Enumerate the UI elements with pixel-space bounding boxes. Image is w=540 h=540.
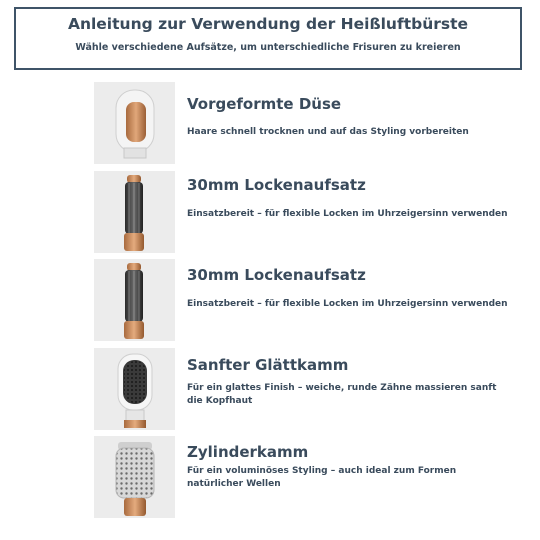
- item-description: Für ein voluminöses Styling – auch ideal zum Formen natürlicher Wellen: [187, 466, 457, 489]
- page-title: Anleitung zur Verwendung der Heißluftbürste: [67, 15, 469, 33]
- item-title: Sanfter Glättkamm: [187, 356, 349, 374]
- curler-attachment-icon: [94, 171, 175, 253]
- item-description: Einsatzbereit – für flexible Locken im Uhrzeigersinn verwenden: [187, 209, 508, 219]
- attachment-item-smoothing-brush: [94, 348, 514, 430]
- curler-attachment-icon: [94, 259, 175, 341]
- nozzle-attachment-icon: [94, 82, 175, 164]
- item-title: Zylinderkamm: [187, 443, 309, 461]
- attachment-item-nozzle: [94, 82, 514, 164]
- smoothing-brush-icon: [94, 348, 175, 430]
- page-subtitle: Wähle verschiedene Aufsätze, um unterschiedliche Frisuren zu kreieren: [75, 42, 461, 53]
- item-title: 30mm Lockenaufsatz: [187, 266, 366, 284]
- item-description: Einsatzbereit – für flexible Locken im Uhrzeigersinn verwenden: [187, 299, 508, 309]
- attachment-item-curler-2: [94, 259, 514, 341]
- header-box: [14, 7, 522, 70]
- attachment-item-round-brush: [94, 436, 514, 518]
- item-description: Haare schnell trocknen und auf das Styling vorbereiten: [187, 127, 469, 137]
- item-title: 30mm Lockenaufsatz: [187, 176, 366, 194]
- attachment-item-curler-1: [94, 171, 514, 253]
- item-title: Vorgeformte Düse: [187, 95, 342, 113]
- round-brush-icon: [94, 436, 175, 518]
- item-description: Für ein glattes Finish – weiche, runde Zähne massieren sanft die Kopfhaut: [187, 383, 497, 406]
